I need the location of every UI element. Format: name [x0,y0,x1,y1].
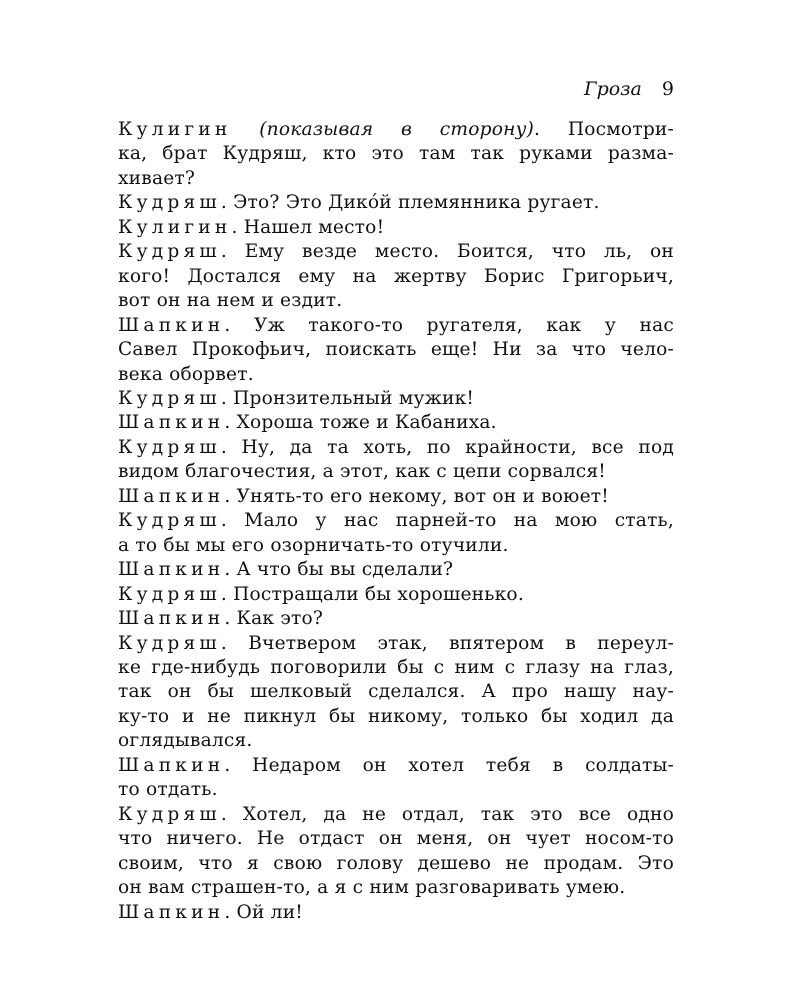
line-text: . Как это? [224,608,324,630]
text-line [118,705,674,729]
text-line [118,827,674,851]
speaker-name: Кудряш [118,510,221,532]
dialogue-paragraph [118,607,674,631]
text-line [118,240,674,264]
speaker-name: Кулигин [118,216,232,238]
line-text: ке где-нибудь поговорили бы с ним с глазу на глаз, [118,656,674,678]
line-text: . А что бы вы сделали? [224,559,454,581]
line-text: ку-то и не пикнул бы никому, только бы ходил да [118,705,674,727]
line-text: . Ну, да та хоть, по крайности, все под [220,436,674,458]
running-head [584,76,674,102]
speaker-name: Шапкин [118,314,225,336]
text-line [118,289,674,313]
stage-direction: (показывая в сторону) [259,119,535,140]
speaker-name: Кудряш [118,192,221,214]
text-line [118,118,674,142]
dialogue-paragraph [118,387,674,411]
page-number: 9 [661,78,674,100]
dialogue-paragraph [118,754,674,803]
line-text: . Хотел, да не отдал, так это все одно [220,803,674,825]
text-line [118,876,674,900]
text-line [118,534,674,558]
line-text: он вам страшен-то, а я с ним разговаривать умею. [118,877,626,899]
text-line [118,852,674,876]
line-text: ка, брат Кудряш, кто это там так руками разма- [118,143,674,165]
line-text: . Нашел место! [231,216,385,238]
text-line [118,460,674,484]
line-text: а то бы мы его озорничать-то отучили. [118,534,509,556]
speaker-name: Шапкин [118,485,225,507]
text-line [118,509,674,533]
line-text: . Уж такого-то ругателя, как у нас [224,314,674,336]
text-line [118,436,674,460]
line-text: . Ой ли! [224,901,303,923]
line-text: хивает? [118,167,196,189]
line-text: . Вчетвером этак, впятером в переул- [220,632,674,654]
text-line [118,314,674,338]
line-text: так он бы шелковый сделался. А про нашу нау- [118,681,674,703]
speaker-name: Кудряш [118,803,221,825]
speaker-name: Шапкин [118,901,225,923]
text-line [118,338,674,362]
speaker-name: Шапкин [118,412,225,434]
text-line [118,558,674,582]
dialogue-paragraph [118,216,674,240]
dialogue-paragraph [118,558,674,582]
line-text [231,119,259,140]
line-text: вот он на нем и ездит. [118,290,343,312]
line-text: . Недаром он хотел тебя в солдаты- [224,754,674,776]
speaker-name: Шапкин [118,754,225,776]
speaker-name: Кулигин [118,119,232,140]
line-text: . Мало у нас парней-то на мою стать, [220,510,674,532]
text-line [118,680,674,704]
play-text [118,118,674,925]
line-text: Савел Прокофьич, поискать еще! Ни за что чело- [118,339,674,361]
text-line [118,216,674,240]
line-text: . Хороша тоже и Кабаниха. [224,412,497,434]
dialogue-paragraph [118,436,674,485]
book-title: Гроза [583,78,642,100]
text-line [118,167,674,191]
text-line [118,387,674,411]
line-text: что ничего. Не отдаст он меня, он чует носом-то [118,828,674,850]
dialogue-paragraph [118,485,674,509]
text-line [118,729,674,753]
dialogue-paragraph [118,901,674,925]
speaker-name: Кудряш [118,387,221,409]
line-text: . Унять-то его некому, вот он и воюет! [224,485,609,507]
dialogue-paragraph [118,314,674,387]
speaker-name: Кудряш [118,583,221,605]
dialogue-paragraph [118,509,674,558]
dialogue-paragraph [118,803,674,901]
dialogue-paragraph [118,118,674,191]
text-line [118,265,674,289]
speaker-name: Кудряш [118,436,221,458]
line-text: то отдать. [118,779,218,801]
text-line [118,485,674,509]
text-line [118,632,674,656]
text-line [118,754,674,778]
line-text: оглядывался. [118,730,253,752]
line-text: . Ему везде место. Боится, что ль, он [220,241,674,263]
dialogue-paragraph [118,191,674,215]
line-text: своим, что я свою голову дешево не продам. Это [118,852,674,874]
line-text: . Пронзительный мужик! [220,387,475,409]
line-text: . Посмотри- [534,119,674,140]
speaker-name: Шапкин [118,559,225,581]
line-text: кого! Достался ему на жертву Борис Григорьич, [118,265,674,287]
text-line [118,411,674,435]
dialogue-paragraph [118,632,674,754]
text-line [118,803,674,827]
text-line [118,656,674,680]
text-line [118,142,674,166]
speaker-name: Шапкин [118,608,225,630]
line-text: . Постращали бы хорошенько. [220,583,524,605]
text-line [118,191,674,215]
dialogue-paragraph [118,240,674,313]
speaker-name: Кудряш [118,632,221,654]
dialogue-paragraph [118,411,674,435]
line-text: века оборвет. [118,363,254,385]
text-line [118,778,674,802]
text-line [118,607,674,631]
line-text: видом благочестия, а этот, как с цепи сорвался! [118,461,606,483]
text-line [118,583,674,607]
speaker-name: Кудряш [118,241,221,263]
dialogue-paragraph [118,583,674,607]
text-line [118,901,674,925]
text-line [118,363,674,387]
line-text: . Это? Это Дико́й племянника ругает. [220,192,600,214]
